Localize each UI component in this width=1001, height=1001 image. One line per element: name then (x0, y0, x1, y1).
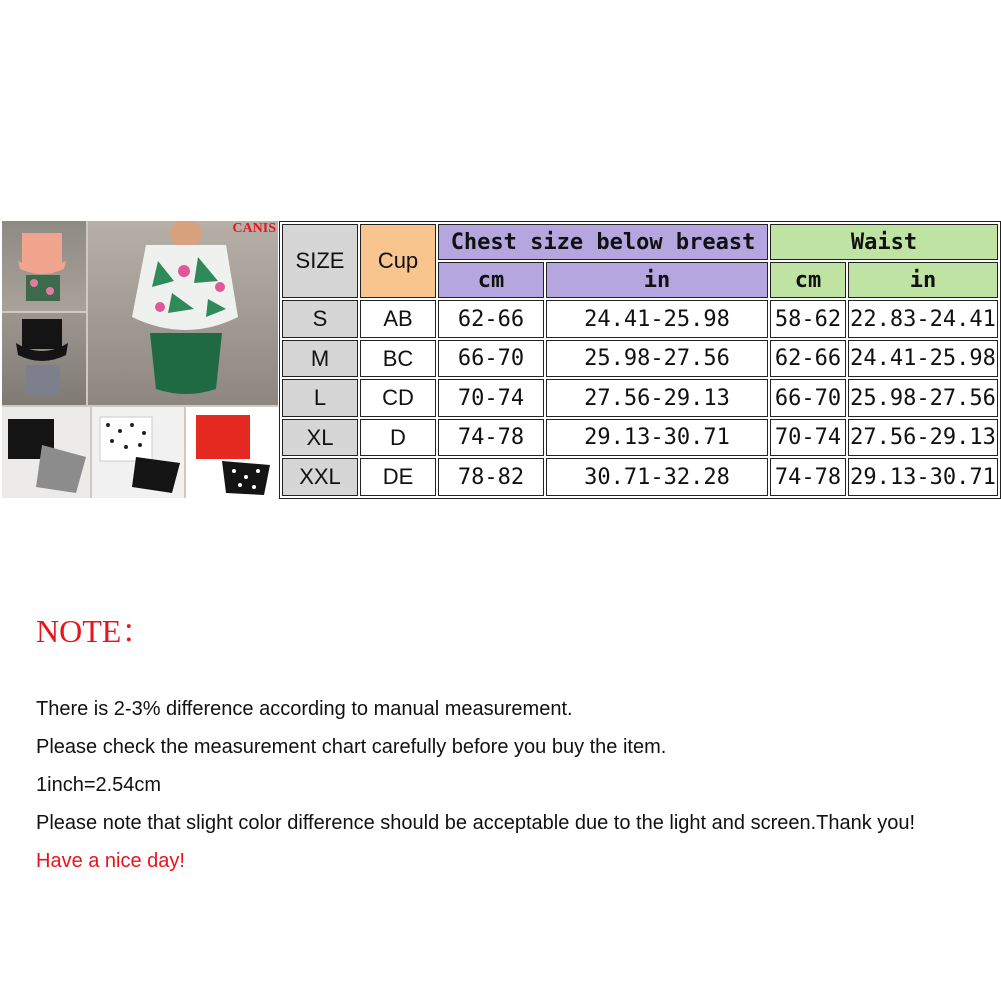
cell-waist-cm: 74-78 (770, 458, 846, 496)
cell-size: M (282, 340, 358, 378)
header-chest-cm: cm (438, 262, 544, 298)
cell-chest-in: 24.41-25.98 (546, 300, 768, 338)
notes-block (36, 690, 915, 880)
note-line: Please check the measurement chart carefully before you buy the item. (36, 736, 667, 758)
cell-cup: BC (360, 340, 436, 378)
cell-chest-in: 27.56-29.13 (546, 379, 768, 417)
cell-waist-in: 24.41-25.98 (848, 340, 998, 378)
cell-waist-cm: 58-62 (770, 300, 846, 338)
note-line: There is 2-3% difference according to manual measurement. (36, 698, 573, 720)
note-title: NOTE： (36, 613, 154, 649)
cell-waist-in: 27.56-29.13 (848, 419, 998, 457)
cell-chest-in: 29.13-30.71 (546, 419, 768, 457)
product-photo-red (186, 407, 278, 498)
cell-size: XL (282, 419, 358, 457)
header-size: SIZE (282, 224, 358, 298)
closing-line: Have a nice day! (36, 850, 185, 872)
cell-cup: AB (360, 300, 436, 338)
table-row (282, 379, 998, 417)
brand-logo: CANIS (232, 221, 276, 236)
product-photo-collage (2, 221, 278, 498)
cell-cup: D (360, 419, 436, 457)
cell-chest-cm: 66-70 (438, 340, 544, 378)
header-chest: Chest size below breast (438, 224, 768, 260)
cell-waist-in: 29.13-30.71 (848, 458, 998, 496)
header-waist: Waist (770, 224, 998, 260)
model-photo-floral (88, 221, 278, 405)
cell-waist-cm: 62-66 (770, 340, 846, 378)
cell-chest-cm: 74-78 (438, 419, 544, 457)
note-line: 1inch=2.54cm (36, 774, 162, 796)
cell-waist-in: 22.83-24.41 (848, 300, 998, 338)
header-chest-in: in (546, 262, 768, 298)
cell-chest-cm: 62-66 (438, 300, 544, 338)
cell-chest-in: 25.98-27.56 (546, 340, 768, 378)
size-chart-table (279, 221, 1001, 499)
cell-waist-cm: 66-70 (770, 379, 846, 417)
cell-waist-cm: 70-74 (770, 419, 846, 457)
cell-size: S (282, 300, 358, 338)
cell-size: XXL (282, 458, 358, 496)
cell-cup: DE (360, 458, 436, 496)
product-photo-polka (92, 407, 184, 498)
cell-chest-cm: 78-82 (438, 458, 544, 496)
model-photo-black-top (2, 313, 86, 405)
product-photo-black-gray (2, 407, 90, 498)
header-waist-cm: cm (770, 262, 846, 298)
cell-chest-in: 30.71-32.28 (546, 458, 768, 496)
table-row (282, 458, 998, 496)
cell-waist-in: 25.98-27.56 (848, 379, 998, 417)
model-photo-pink-top (2, 221, 86, 311)
table-row (282, 419, 998, 457)
cell-cup: CD (360, 379, 436, 417)
note-line: Please note that slight color difference should be acceptable due to the light and screen.Thank you! (36, 812, 916, 834)
header-waist-in: in (848, 262, 998, 298)
table-row (282, 340, 998, 378)
cell-chest-cm: 70-74 (438, 379, 544, 417)
table-row (282, 300, 998, 338)
header-cup: Cup (360, 224, 436, 298)
cell-size: L (282, 379, 358, 417)
